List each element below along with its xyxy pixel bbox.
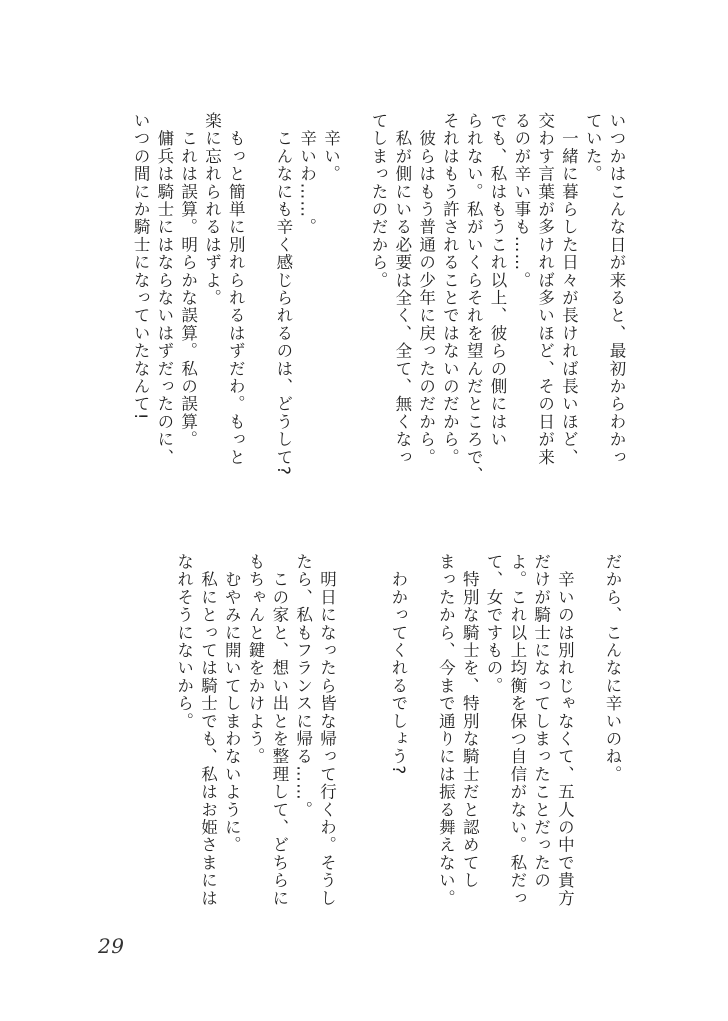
text-line: よ。これ以上均衡を保つ自信がない。私だっ (507, 553, 527, 907)
text-line: いつの間にか騎士になっていたなんて! (131, 112, 151, 421)
text-line: わかってくれるでしょう? (388, 553, 408, 776)
text-line: 傭兵は騎士にはならないはずだったのに、 (154, 112, 174, 466)
text-line: られない。私がいくらそれを望んだところで、 (464, 112, 484, 484)
text-line: 私が側にいる必要は全く、全て、無くなっ (392, 112, 412, 466)
text-line: 辛いのは別れじゃなくて、五人の中で貴方 (555, 553, 575, 907)
upper-text-block (128, 112, 628, 512)
text-line: てしまったのだから。 (369, 112, 389, 289)
text-line: て、女ですもの。 (484, 553, 504, 695)
text-line: それはもう許されることではないのだから。 (440, 112, 460, 466)
blank-line (410, 553, 434, 933)
text-line: いつかはこんな日が来ると、最初からわかっ (607, 112, 626, 466)
text-line: 明日になったら皆な帰って行くわ。そうし (317, 553, 337, 907)
blank-line (576, 553, 600, 933)
text-line: 一緒に暮らした日々が長ければ長いほど、 (559, 112, 579, 466)
text-line: 特別な騎士を、特別な騎士だと認めてし (460, 553, 480, 890)
text-line: この家と、想い出とを整理して、どちらに (269, 553, 289, 907)
text-line: なれそうにないから。 (174, 553, 194, 730)
page-number: 29 (98, 934, 125, 958)
text-line: たら、私もフランスに帰る……。 (293, 553, 313, 819)
blank-line (247, 112, 271, 512)
text-line: るのが辛い事も……。 (511, 112, 531, 289)
text-line: 楽に忘れられるはずよ。 (202, 112, 222, 307)
text-line: こんなにも辛く感じられるのは、どうして? (273, 112, 293, 476)
text-line: 辛い。 (321, 112, 341, 183)
text-line: もっと簡単に別れられるはずだわ。もっと (226, 112, 246, 466)
blank-line (342, 112, 366, 512)
text-line: 辛いわ……。 (297, 112, 317, 236)
text-line: まったから、今まで通りには振る舞えない。 (436, 553, 456, 907)
text-line: だけが騎士になってしまったことだったの (531, 553, 551, 890)
text-line: ていた。 (583, 112, 603, 183)
lower-text-block (172, 553, 624, 933)
blank-line (362, 553, 386, 933)
text-line: 交わす言葉が多ければ多いほど、その日が来 (535, 112, 555, 466)
text-line: 彼らはもう普通の少年に戻ったのだから。 (416, 112, 436, 466)
blank-line (338, 553, 362, 933)
text-line: これは誤算。明らかな誤算。私の誤算。 (178, 112, 198, 449)
text-line: だから、こんなに辛いのね。 (603, 553, 622, 784)
text-line: もちゃんと鍵をかけよう。 (246, 553, 266, 766)
text-line: 私にとっては騎士でも、私はお姫さまには (198, 553, 218, 907)
text-line: むやみに開いてしまわないように。 (222, 553, 242, 854)
text-line: でも、私はもうこれ以上、彼らの側にはい (488, 112, 508, 449)
